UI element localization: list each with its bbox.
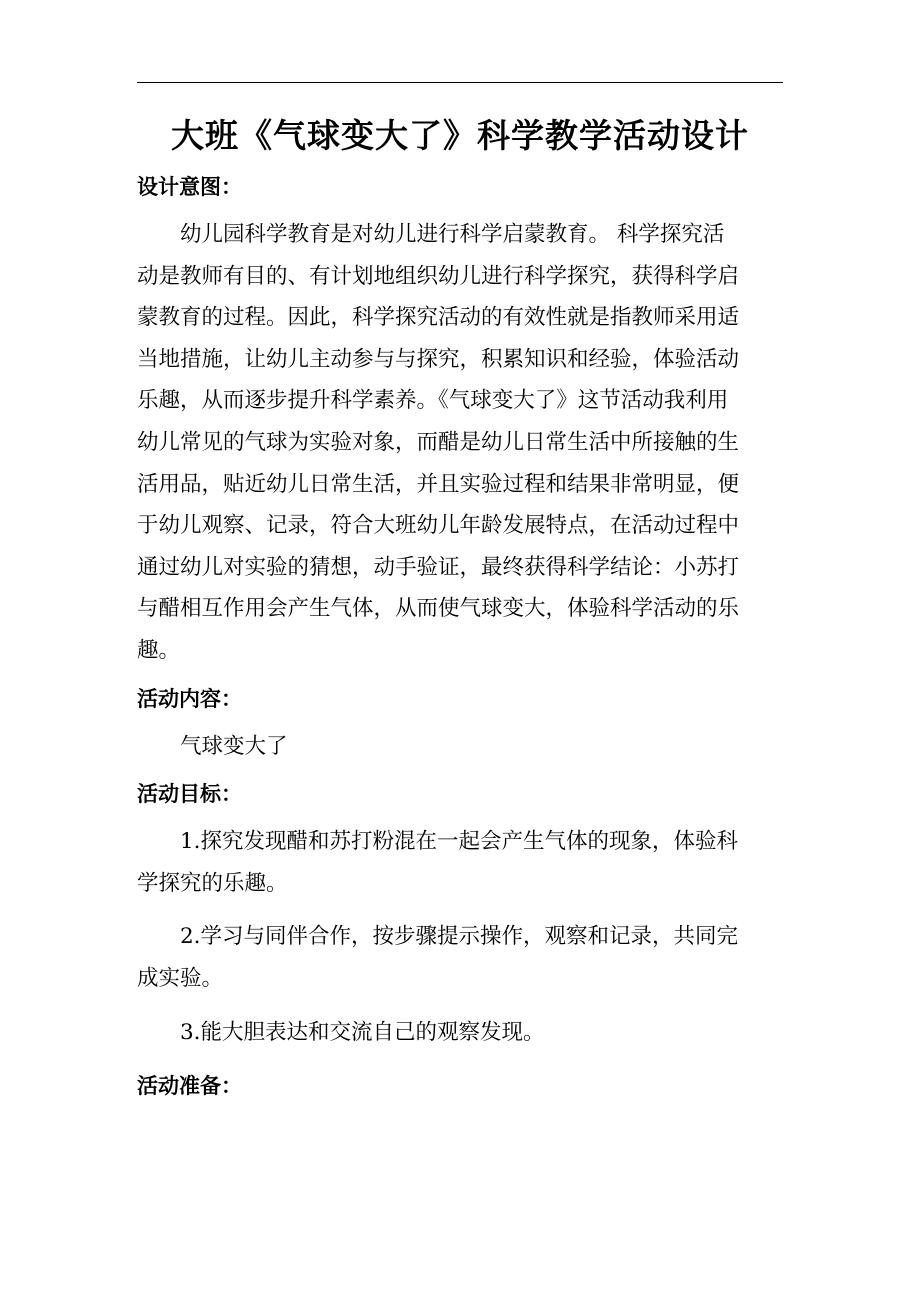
intent-line: 幼儿常见的气球为实验对象，而醋是幼儿日常生活中所接触的生	[137, 429, 740, 455]
goal-line: 1.探究发现醋和苏打粉混在一起会产生气体的现象，体验科	[180, 829, 739, 855]
intent-paragraph	[137, 214, 783, 672]
intent-line: 动是教师有目的、有计划地组织幼儿进行科学探究，获得科学启	[137, 263, 740, 289]
intent-line: 与醋相互作用会产生气体，从而使气球变大，体验科学活动的乐	[137, 596, 740, 622]
goal-line: 学探究的乐趣。	[137, 870, 288, 896]
document-body	[137, 166, 783, 1107]
section-heading-content: 活动内容：	[137, 686, 242, 711]
document-title: 大班《气球变大了》科学教学活动设计	[171, 116, 749, 155]
goal-item	[137, 916, 783, 999]
intent-line: 于幼儿观察、记录，符合大班幼儿年龄发展特点，在活动过程中	[137, 513, 740, 539]
intent-line: 当地措施，让幼儿主动参与与探究，积累知识和经验，体验活动	[137, 346, 740, 372]
intent-line: 趣。	[137, 637, 181, 663]
goal-item	[137, 1012, 783, 1054]
intent-line: 幼儿园科学教育是对幼儿进行科学启蒙教育。 科学探究活	[180, 222, 725, 247]
header-rule	[137, 82, 783, 83]
section-heading-goals: 活动目标：	[137, 782, 242, 807]
intent-line: 活用品，贴近幼儿日常生活，并且实验过程和结果非常明显，便	[137, 471, 740, 497]
section-heading-preparation: 活动准备：	[137, 1074, 242, 1099]
intent-line: 通过幼儿对实验的猜想，动手验证，最终获得科学结论：小苏打	[137, 554, 740, 580]
intent-line: 蒙教育的过程。因此，科学探究活动的有效性就是指教师采用适	[137, 305, 740, 331]
intent-line: 乐趣，从而逐步提升科学素养。《气球变大了》这节活动我利用	[137, 388, 729, 414]
content-line: 气球变大了	[180, 733, 288, 759]
goal-line: 成实验。	[137, 965, 224, 991]
section-heading-intent: 设计意图：	[137, 175, 242, 199]
content-text	[137, 726, 783, 768]
goal-line: 2.学习与同伴合作，按步骤提示操作，观察和记录，共同完	[180, 924, 739, 950]
goal-line: 3.能大胆表达和交流自己的观察发现。	[180, 1019, 545, 1045]
goal-item	[137, 821, 783, 904]
